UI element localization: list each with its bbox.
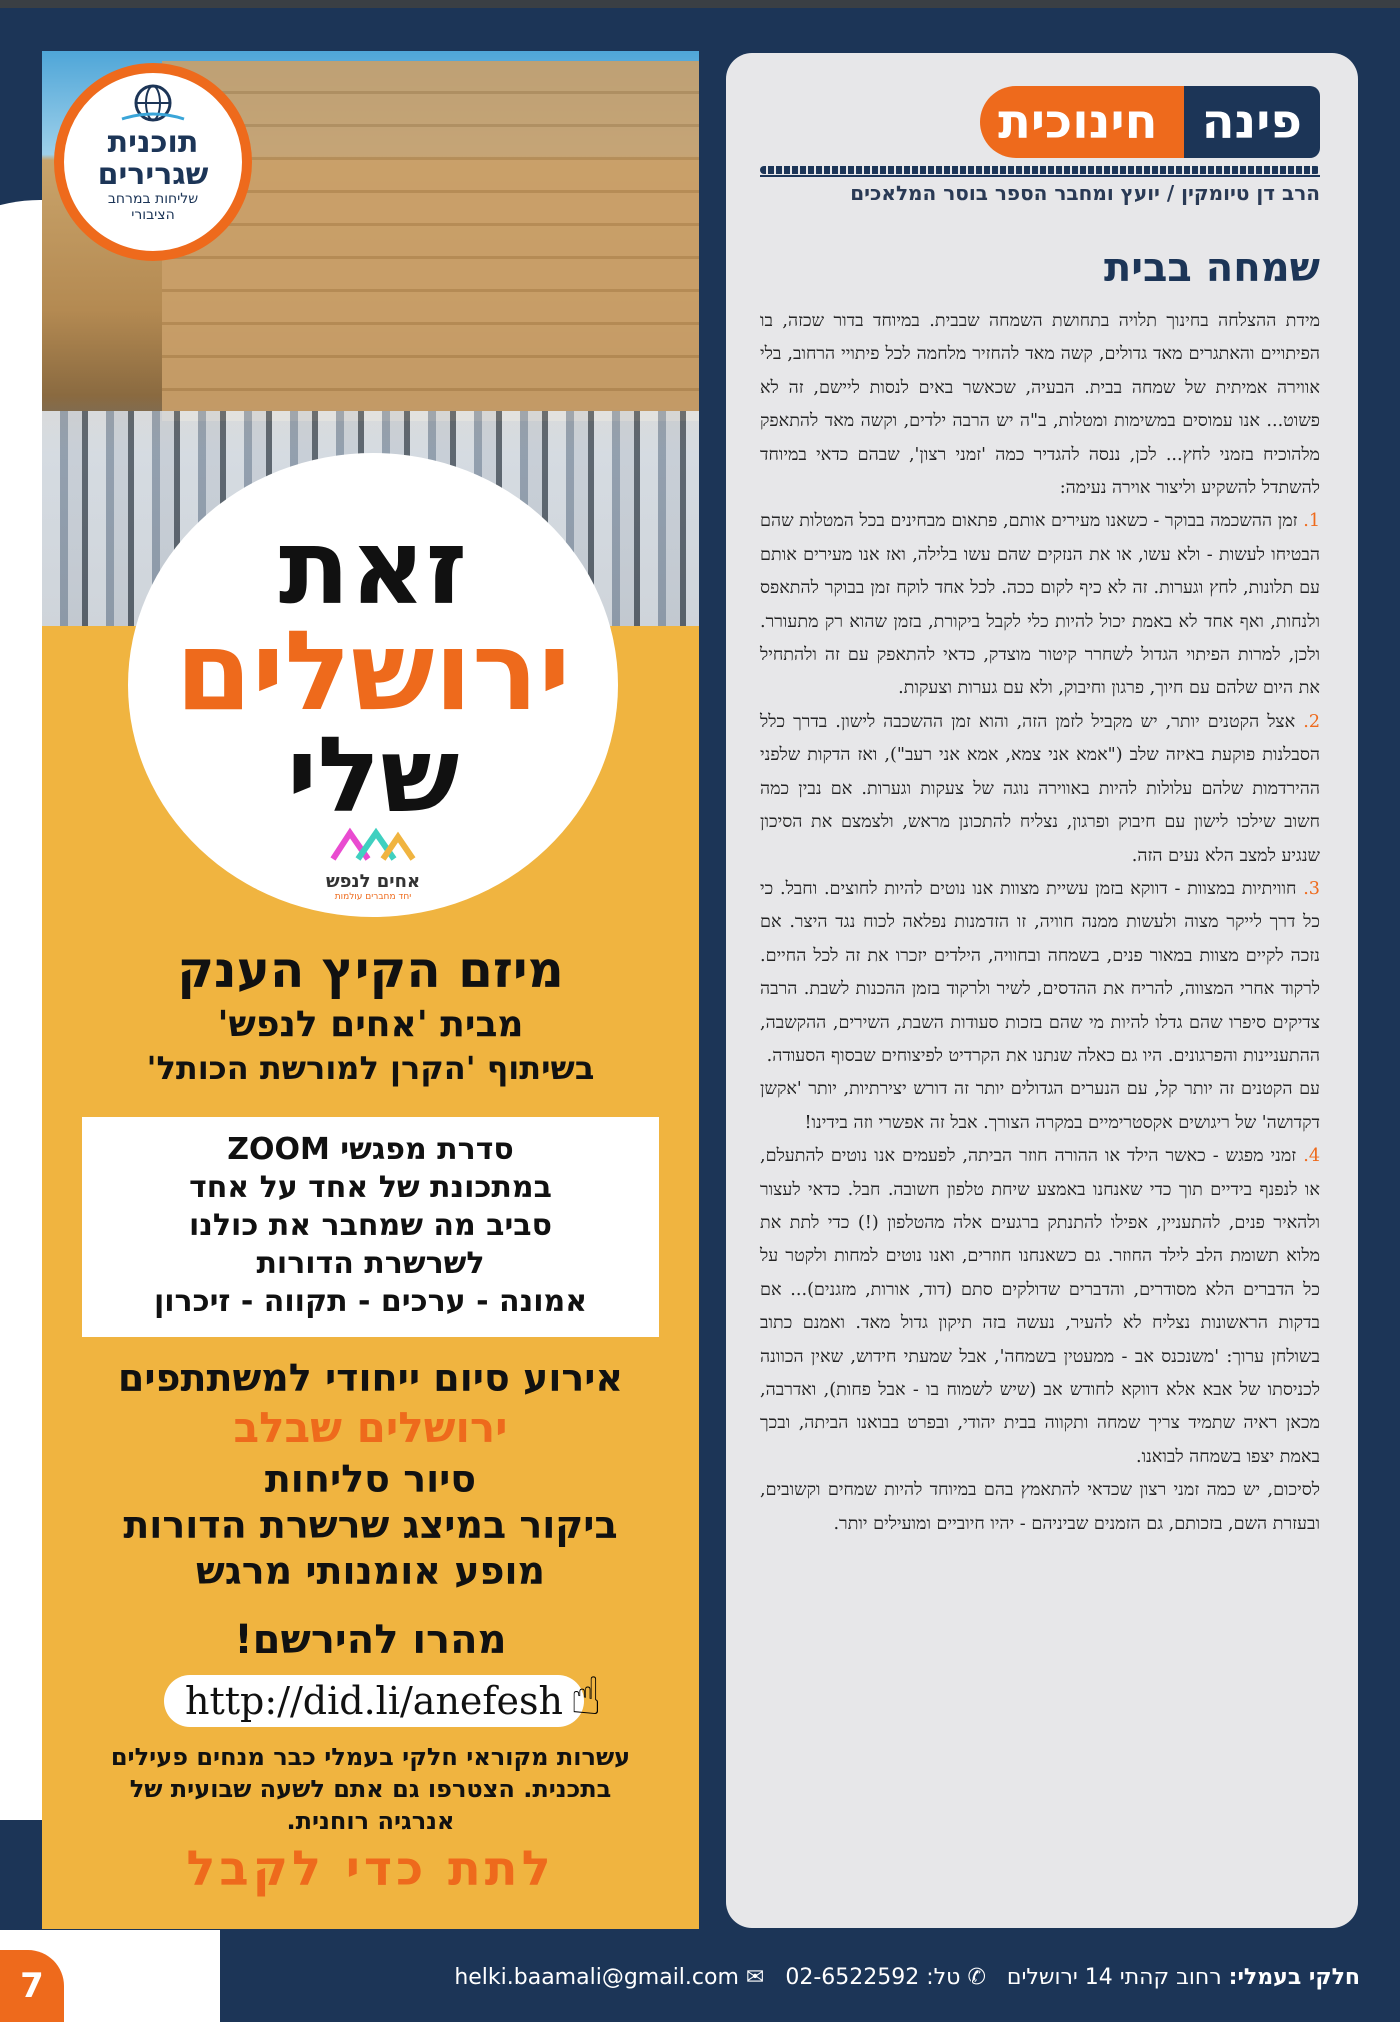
event-line: מופע אומנותי מרגש — [195, 1549, 546, 1593]
item-number: 2. — [1303, 711, 1321, 732]
article-body — [760, 305, 1320, 1541]
registration-link[interactable]: http://did.li/anefesh — [164, 1675, 584, 1727]
box-line: לשרשרת הדורות — [256, 1246, 485, 1281]
paragraph-text: אצל הקטנים יותר, יש מקביל לזמן הזה, והוא זמן ההשכבה לישון. בדרך כלל הסבלנות פוקעת באיזה שלב ("אמא אני צמא, אמא אני רעב"), ואז הדקות שלפני ההירדמות שלהם עלולות להיות באווירה נוגה של צעקות וגערות. אם נבין כמה חשוב שילכו לישון עם חיבוק ופרגון, נצליח להתכונן מראש, ולצמצם את הסיכון שנגיע למצב הלא נעים הזה. — [760, 711, 1320, 866]
badge-blue: פינה — [1184, 86, 1320, 158]
poster-note: עשרות מקוראי חלקי בעמלי כבר מנחים פעילים בתכנית. הצטרפו גם אתם לשעה שבועית של אנרגיה רוחנית. — [110, 1743, 631, 1835]
divider-line — [760, 175, 1320, 177]
event-line: ביקור במיצג שרשרת הדורות — [123, 1503, 618, 1547]
poster-subtitle: מבית 'אחים לנפש' — [217, 1004, 524, 1045]
paragraph — [760, 706, 1320, 873]
footer-email[interactable]: helki.baamali@gmail.com — [454, 1965, 739, 1990]
logo-text: תוכנית — [107, 125, 199, 160]
box-line: במתכונת של אחד על אחד — [189, 1170, 552, 1205]
poster-subtitle: בשיתוף 'הקרן למורשת הכותל' — [146, 1049, 595, 1087]
article-title: שמחה בבית — [1103, 245, 1320, 291]
title-line: שלי — [286, 714, 460, 836]
register-call-to-action: מהרו להירשם! — [234, 1617, 507, 1663]
paragraph — [760, 873, 1320, 1073]
title-circle — [128, 453, 618, 917]
paragraph — [760, 505, 1320, 705]
item-number: 4. — [1303, 1146, 1321, 1167]
paragraph-text: חוויתיות במצוות - דווקא בזמן עשיית מצוות אנו נוטים להיות לחוצים. וחבל. כי כל דרך לייקר מצוה ולעשות ממנה חוויה, זו הזדמנות נפלאה לכוח נגד היצר. אם נזכה לקיים מצוות במאור פנים, בשמחה ובחוויה, הילדים יזכרו את זה לכל החיים. לרקוד אחרי המצווה, להריח את ההדסים, לשיר ולרקוד בזמן ההכנות לשבת. הרבה צדיקים סיפרו שהם גדלו להיות מי שהם בזכות סעודות השבת, השירים, ההקשבה, ההתעניינות והפרגונים. היו גם כאלה שנתנו את הקרדיט לפיצוחים שבסוף הסעודה. — [760, 878, 1320, 1066]
brand-tagline: יחד מחברים עולמות — [334, 892, 412, 902]
top-border — [0, 0, 1400, 8]
paragraph-text: זמני מפגש - כאשר הילד או ההורה חוזר הביתה, לפעמים אנו נוטים להתעלם, או לנפנף בידיים תוך כדי שאנחנו באמצע שיחת טלפון חשובה. חבל. כדאי לעצור ולהאיר פנים, להתעניין, אפילו להתנתק ברגעים אלה מהטלפון (!) כדי לתת את מלוא תשומת הלב לילד החוזר. גם כשאנחנו חוזרים, ואנו נוטים למחות ולקטר על כל הדברים הלא מסודרים, והדברים שדולקים סתם (דוד, אורות, מזגנים)... אם בדקות הראשונות נצליח לא להעיר, נעשה בזה תיקון גדול מאד. ואמנם כתוב בשולחן ערוך: 'משנכנס אב - ממעטין בשמחה', אבל שמעתי חידוש, שאין הכוונה לכניסתו של אבא אלא דווקא לחודש אב (שיש לשמוח בו - אבל פחות), ואדרבה, מכאן ראיה שתמיד צריך שמחה ותקווה בבית יהודי, ובפרט בבואנו הביתה, ובכך באמת יצפו בשמחה לבואנו. — [760, 1146, 1320, 1467]
title-line: ירושלים — [175, 607, 571, 735]
email-icon: ✉ — [745, 1965, 765, 1990]
paragraph — [760, 1140, 1320, 1474]
item-number: 1. — [1303, 511, 1321, 532]
badge-orange: חינוכית — [980, 86, 1183, 158]
brand-name: אחים לנפש — [325, 871, 421, 892]
box-line: סביב מה שמחבר את כולנו — [188, 1208, 552, 1243]
wall-stones — [162, 61, 699, 421]
brand-logo-icon — [328, 827, 418, 861]
event-line: אירוע סיום ייחודי למשתתפים — [117, 1356, 624, 1400]
page-number: 7 — [0, 1950, 64, 2022]
logo-text: שגרירים — [97, 157, 209, 192]
globe-icon — [118, 83, 188, 123]
section-badge — [980, 81, 1320, 163]
event-highlight: ירושלים שבלב — [233, 1403, 508, 1452]
box-line: אמונה - ערכים - תקווה - זיכרון — [153, 1284, 588, 1319]
phone-icon: ✆ — [967, 1965, 986, 1990]
item-number: 3. — [1303, 878, 1320, 899]
divider-dotted — [760, 166, 1320, 174]
paragraph: מידת ההצלחה בחינוך תלויה בתחושת השמחה שבבית. במיוחד בדור שכזה, בו הפיתויים והאתגרים מאד גדולים, קשה מאד להחזיר מלחמה לכל פיתויי הרחוב, בלי אווירה אמיתית של שמחה בבית. הבעיה, שכאשר באים לנסות ליישם, זה לא פשוט... אנו עמוסים במשימות ומטלות, ב"ה יש הרבה ילדים, וקשה מאד להתאפק מלהוכיח בזמני לחץ... לכן, ננסה להגדיר כמה 'זמני רצון', שבהם כדאי במיוחד להשתדל להשקיע וליצור אוירה נעימה: — [760, 311, 1320, 499]
footer-contact — [260, 1965, 1360, 1990]
poster-slogan: לתת כדי לקבל — [186, 1841, 555, 1897]
article-panel — [726, 53, 1358, 1928]
footer-address: רחוב קהתי 14 ירושלים — [1006, 1965, 1222, 1990]
title-line: זאת — [278, 506, 468, 628]
logo-subtext: הציבורי — [131, 207, 175, 223]
footer-phone: טל: 02-6522592 — [785, 1965, 961, 1990]
paragraph-text: זמן ההשכמה בבוקר - כשאנו מעירים אותם, פתאום מבחינים בכל המטלות שהם הבטיחו לעשות - ולא עשו, או את הנזקים שהם עשו בלילה, ואז אנו מעירים אותם עם תלונות, לחץ וגערות. זה לא כיף לקום ככה. לכל אחד לוקח זמן בבוקר להתאפס ולנחות, ואף אחד לא באמת יכול להיות כלי לקבל ביקורת, בזמן שהוא רק מתעורר. ולכן, למרות הפיתוי הגדול לשחרר קיטור מוצדק, כדאי להתאפק עם זה ולהתחיל את היום שלהם עם חיוך, פרגון וחיבוק, ולא עם גערות וצעקות. — [760, 511, 1320, 699]
article-byline: הרב דן טיומקין / יועץ ומחבר הספר בוסר המלאכים — [850, 181, 1320, 205]
program-logo — [54, 63, 252, 261]
pointer-hand-icon: ☝ — [570, 1667, 602, 1727]
event-line: סיור סליחות — [264, 1457, 477, 1501]
zoom-info-box — [82, 1117, 659, 1337]
logo-subtext: שליחות במרחב — [107, 191, 199, 207]
paragraph: עם הקטנים זה יותר קל, עם הנערים הגדולים יותר זה דורש יצירתיות, יותר 'אקשן דקדושה' של ריגושים אקסטרימיים במקרה הצורך. אבל זה אפשרי וזה בידינו! — [760, 1079, 1320, 1133]
footer-label: חלקי בעמלי: — [1228, 1965, 1360, 1990]
paragraph: לסיכום, יש כמה זמני רצון שכדאי להתאמץ בהם במיוחד להיות שמחים וקשובים, ובעזרת השם, בזכותם, גם הזמנים שביניהם - יהיו חיוביים ומועילים יותר. — [760, 1480, 1320, 1534]
box-line: סדרת מפגשי ZOOM — [227, 1132, 514, 1167]
poster-headline: מיזם הקיץ הענק — [177, 941, 564, 999]
poster — [42, 51, 699, 1929]
